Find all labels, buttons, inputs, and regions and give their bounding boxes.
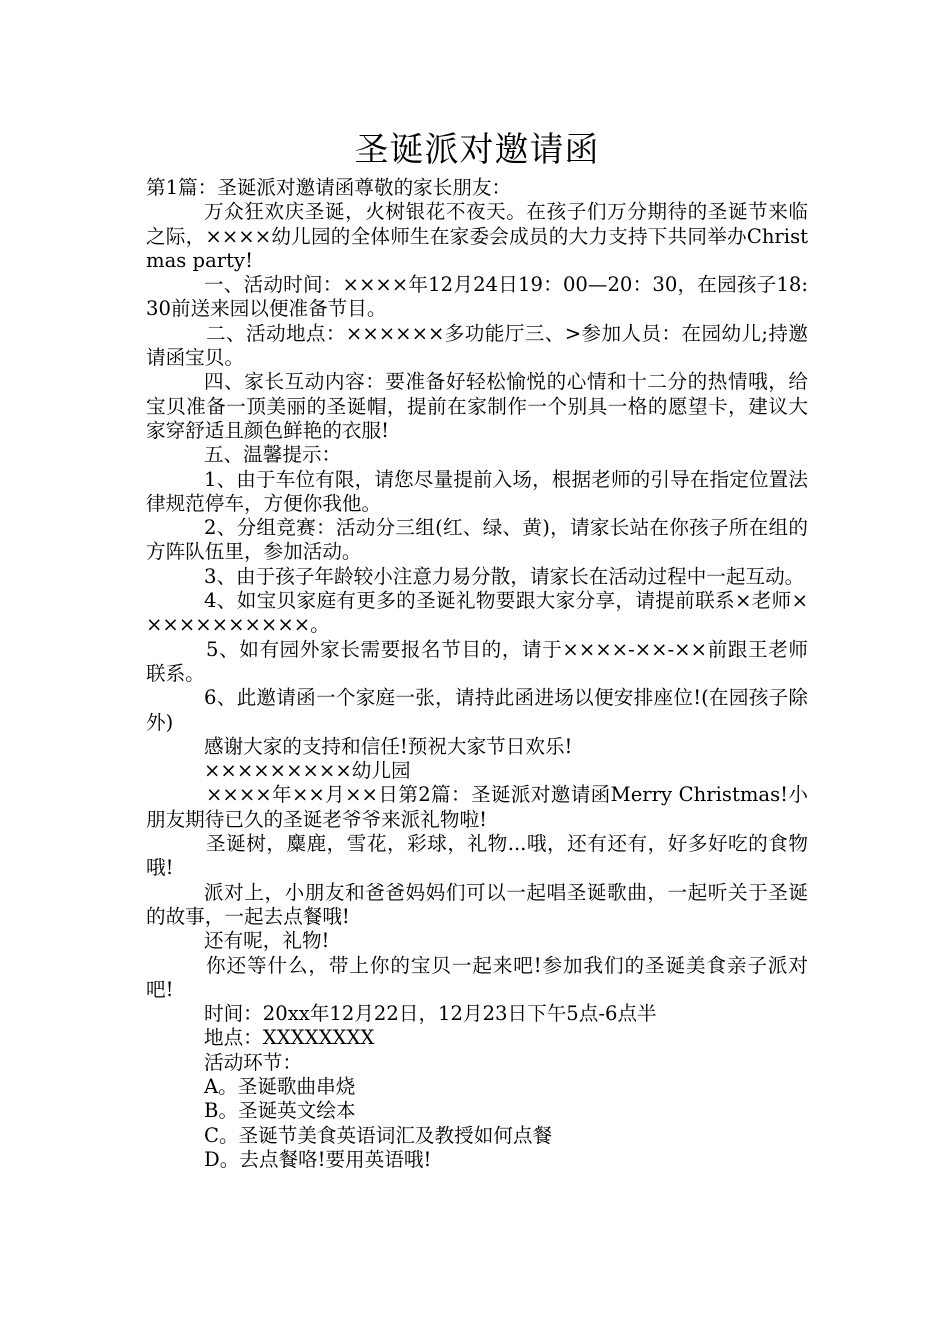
paragraph-article1-heading: 第1篇：圣诞派对邀请函尊敬的家长朋友： — [146, 176, 512, 199]
paragraph-tip-3: 3、由于孩子年龄较小注意力易分散，请家长在活动过程中一起互动。 — [204, 564, 805, 588]
paragraph-items: 圣诞树，麋鹿，雪花，彩球，礼物...哦，还有还有，好多好吃的食物哦! — [146, 832, 808, 880]
paragraph-date-article2: ××××年××月××日第2篇：圣诞派对邀请函Merry Christmas!小朋友期待已久的圣诞老爷爷来派礼物啦! — [146, 783, 808, 831]
paragraph-agenda-c: C。圣诞节美食英语词汇及教授如何点餐 — [204, 1123, 553, 1147]
paragraph-tip-4: 4、如宝贝家庭有更多的圣诞礼物要跟大家分享，请提前联系×老师×××××××××××。 — [146, 589, 808, 637]
paragraph-tip-6: 6、此邀请函一个家庭一张，请持此函进场以便安排座位!(在园孩子除外) — [146, 686, 808, 734]
paragraph-agenda-a: A。圣诞歌曲串烧 — [204, 1074, 356, 1098]
paragraph-tip-5: 5、如有园外家长需要报名节目的，请于××××-××-××前跟王老师联系。 — [146, 637, 808, 685]
paragraph-intro: 万众狂欢庆圣诞，火树银花不夜天。在孩子们万分期待的圣诞节来临之际，××××幼儿园的全体师生在家委会成员的大力支持下共同举办Christmas party! — [146, 200, 808, 272]
paragraph-signature: ×××××××××幼儿园 — [204, 759, 411, 783]
paragraph-event-location: 地点：XXXXXXXX — [204, 1026, 375, 1050]
paragraph-time: 一、活动时间：××××年12月24日19：00—20：30，在园孩子18:30前送来园以便准备节目。 — [146, 273, 808, 321]
paragraph-interaction: 四、家长互动内容：要准备好轻松愉悦的心情和十二分的热情哦，给宝贝准备一顶美丽的圣诞帽，提前在家制作一个别具一格的愿望卡，建议大家穿舒适且颜色鲜艳的衣服! — [146, 370, 808, 442]
paragraph-invite: 你还等什么，带上你的宝贝一起来吧!参加我们的圣诞美食亲子派对吧! — [146, 953, 808, 1001]
paragraph-gifts: 还有呢，礼物! — [204, 929, 330, 953]
document-title: 圣诞派对邀请函 — [354, 130, 600, 170]
document-page — [146, 128, 808, 1172]
paragraph-event-time: 时间：20xx年12月22日，12月23日下午5点-6点半 — [204, 1002, 657, 1026]
paragraph-agenda-b: B。圣诞英文绘本 — [204, 1099, 356, 1123]
paragraph-location: 二、活动地点：××××××多功能厅三、>参加人员：在园幼儿;持邀请函宝贝。 — [146, 321, 808, 370]
paragraph-party: 派对上，小朋友和爸爸妈妈们可以一起唱圣诞歌曲，一起听关于圣诞的故事，一起去点餐哦! — [146, 880, 808, 928]
paragraph-tip-2: 2、分组竞赛：活动分三组(红、绿、黄)，请家长站在你孩子所在组的方阵队伍里，参加活动。 — [146, 516, 808, 564]
paragraph-agenda-d: D。去点餐咯!要用英语哦! — [204, 1147, 432, 1171]
paragraph-agenda-heading: 活动环节： — [204, 1050, 302, 1074]
paragraph-tips-heading: 五、温馨提示： — [204, 443, 342, 467]
paragraph-tip-1: 1、由于车位有限，请您尽量提前入场，根据老师的引导在指定位置法律规范停车，方便你我他。 — [146, 467, 808, 515]
paragraph-thanks: 感谢大家的支持和信任!预祝大家节日欢乐! — [204, 734, 573, 758]
